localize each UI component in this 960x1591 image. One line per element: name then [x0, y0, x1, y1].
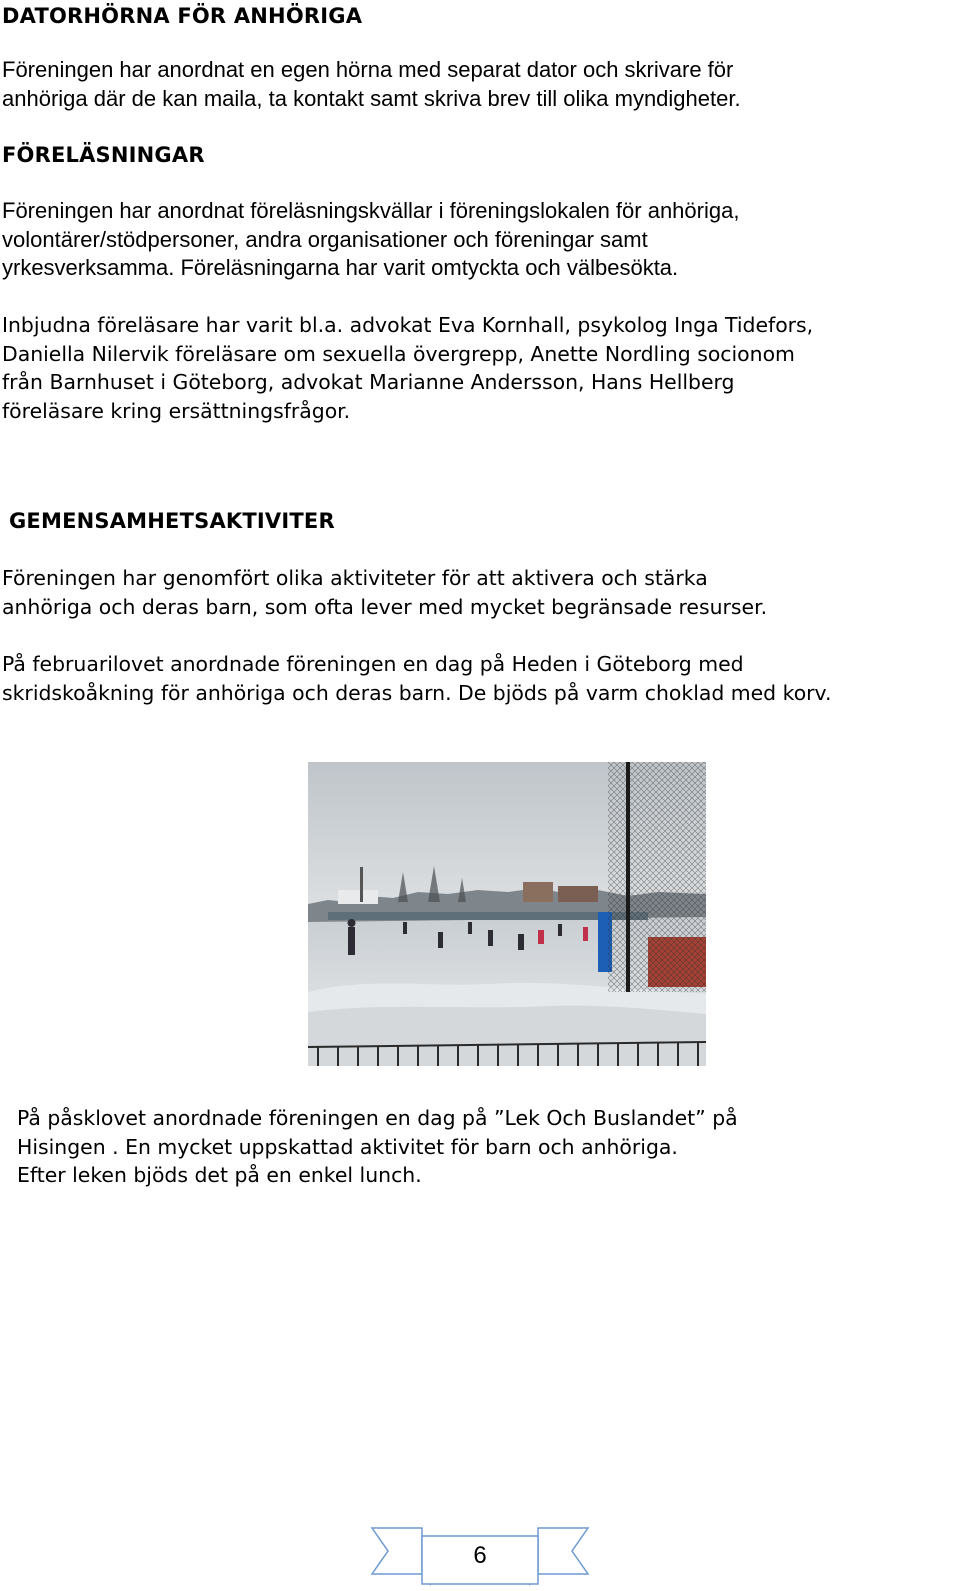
paragraph-forelasningar-intro [2, 197, 952, 283]
text-line: På februarilovet anordnade föreningen en dag på Heden i Göteborg med [2, 652, 744, 676]
text-line: skridskoåkning för anhöriga och deras barn. De bjöds på varm choklad med korv. [2, 680, 832, 705]
heading-forelasningar: FÖRELÄSNINGAR [2, 143, 205, 167]
text-line: anhöriga och deras barn, som ofta lever med mycket begränsade resurser. [2, 594, 768, 619]
text-line: Efter leken bjöds det på en enkel lunch. [17, 1163, 422, 1187]
ice-rink-photo [308, 762, 706, 1066]
text-line: från Barnhuset i Göteborg, advokat Marianne Andersson, Hans Hellberg [2, 370, 735, 394]
text-line: På påsklovet anordnade föreningen en dag på ”Lek Och Buslandet” på [17, 1106, 738, 1130]
text-line: Föreningen har anordnat en egen hörna med separat dator och skrivare för [2, 57, 734, 82]
heading-gemensamhet: GEMENSAMHETSAKTIVITER [9, 509, 335, 533]
heading-datorhorna: DATORHÖRNA FÖR ANHÖRIGA [2, 4, 363, 28]
paragraph-datorhorna [2, 56, 952, 113]
paragraph-februarilovet [2, 650, 952, 707]
text-line: yrkesverksamma. Föreläsningarna har varit omtyckta och välbesökta. [2, 255, 679, 280]
text-line: Inbjudna föreläsare har varit bl.a. advokat Eva Kornhall, psykolog Inga Tidefors, [2, 313, 814, 337]
text-line: föreläsare kring ersättningsfrågor. [2, 398, 351, 423]
paragraph-pasklovet [17, 1104, 960, 1190]
page-number: 6 [473, 1542, 487, 1569]
text-line: Daniella Nilervik föreläsare om sexuella övergrepp, Anette Nordling socionom [2, 341, 795, 366]
paragraph-forelasare [2, 311, 952, 425]
page-number-banner [370, 1526, 590, 1588]
text-line: Föreningen har anordnat föreläsningskvällar i föreningslokalen för anhöriga, [2, 198, 740, 223]
text-line: anhöriga där de kan maila, ta kontakt samt skriva brev till olika myndigheter. [2, 85, 741, 111]
text-line: Föreningen har genomfört olika aktiviteter för att aktivera och stärka [2, 566, 708, 590]
text-line: Hisingen . En mycket uppskattad aktivitet för barn och anhöriga. [17, 1134, 678, 1159]
text-line: volontärer/stödpersoner, andra organisationer och föreningar samt [2, 226, 648, 252]
paragraph-gemensamhet-intro [2, 564, 952, 621]
